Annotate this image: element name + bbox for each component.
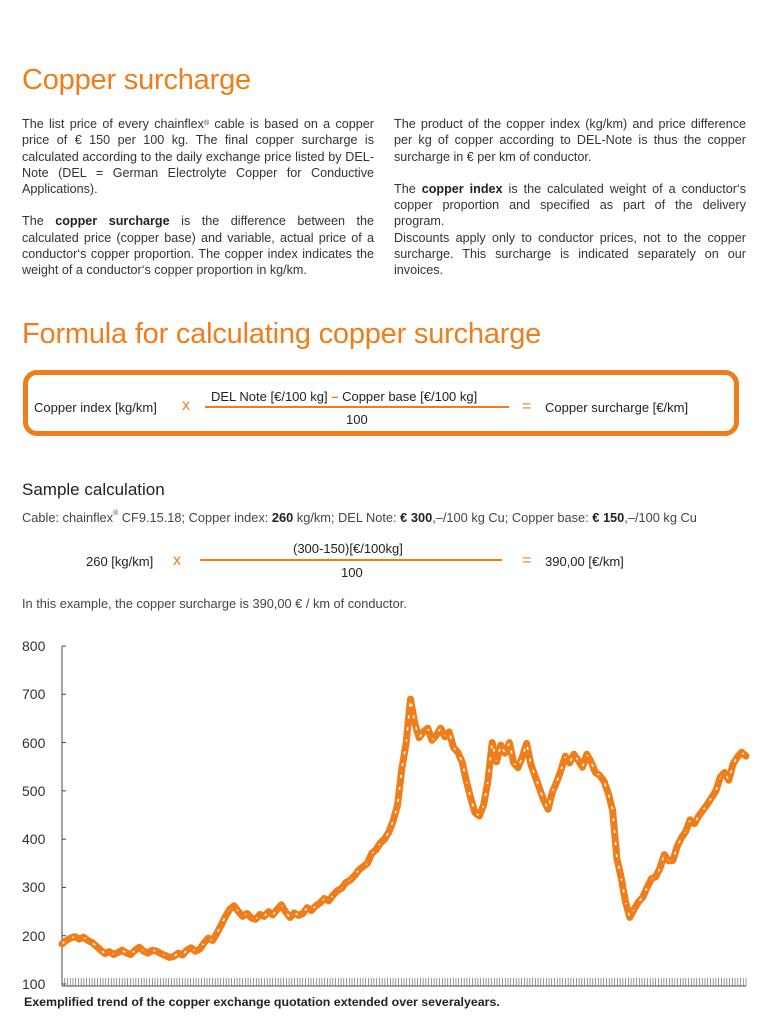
data-point: [108, 950, 110, 952]
data-point: [680, 837, 682, 839]
data-point: [698, 815, 700, 817]
data-point: [177, 952, 179, 954]
sample-denominator: 100: [341, 565, 363, 580]
data-point: [242, 915, 244, 917]
data-point: [220, 924, 222, 926]
data-point: [732, 763, 734, 765]
data-point: [706, 803, 708, 805]
y-tick-label: 500: [22, 782, 46, 799]
data-point: [181, 954, 183, 956]
sample-title: Sample calculation: [22, 480, 165, 499]
data-point: [349, 879, 351, 881]
data-point: [672, 859, 674, 861]
data-point: [745, 755, 747, 757]
data-point: [203, 942, 205, 944]
data-point: [259, 913, 261, 915]
sample-numerator: (300-150)[€/100kg]: [293, 541, 403, 556]
y-tick-label: 400: [22, 831, 46, 848]
data-point: [676, 845, 678, 847]
sample-times: x: [173, 552, 181, 569]
data-point: [642, 896, 644, 898]
data-point: [254, 918, 256, 920]
data-point: [474, 811, 476, 813]
data-point: [594, 771, 596, 773]
formula-times: x: [182, 397, 190, 414]
sample-equals: =: [522, 552, 532, 569]
data-point: [655, 876, 657, 878]
formula-title: Formula for calculating copper surcharge: [22, 318, 542, 350]
data-point: [482, 804, 484, 806]
data-point: [319, 902, 321, 904]
formula-numerator: DEL Note [€/100 kg] – Copper base [€/100 kg]: [211, 389, 478, 404]
data-point: [229, 908, 231, 910]
right-paragraph-3: Discounts apply only to conductor prices, not to the copper surcharge. This surcharge is indicated separately on our invoices.: [394, 230, 746, 278]
data-point: [577, 759, 579, 761]
data-point: [289, 916, 291, 918]
data-point: [237, 910, 239, 912]
data-point: [719, 776, 721, 778]
data-point: [353, 875, 355, 877]
data-point: [323, 897, 325, 899]
data-point: [525, 742, 527, 744]
data-point: [603, 780, 605, 782]
data-point: [297, 914, 299, 916]
data-point: [233, 905, 235, 907]
data-point: [306, 907, 308, 909]
data-point: [581, 766, 583, 768]
data-point: [736, 756, 738, 758]
data-point: [741, 751, 743, 753]
data-point: [302, 912, 304, 914]
data-point: [659, 867, 661, 869]
y-tick-label: 300: [22, 879, 46, 896]
data-point: [693, 823, 695, 825]
data-point: [224, 915, 226, 917]
data-point: [151, 949, 153, 951]
data-point: [143, 950, 145, 952]
data-point: [130, 953, 132, 955]
data-point: [392, 820, 394, 822]
data-point: [504, 752, 506, 754]
data-point: [362, 866, 364, 868]
data-point: [685, 830, 687, 832]
formula-rhs: Copper surcharge [€/km]: [545, 400, 689, 415]
data-point: [328, 900, 330, 902]
data-point: [91, 941, 93, 943]
sample-result-text: In this example, the copper surcharge is 390,00 € / km of conductor.: [22, 596, 407, 611]
data-point: [431, 739, 433, 741]
data-point: [125, 952, 127, 954]
data-point: [620, 877, 622, 879]
data-point: [138, 946, 140, 948]
data-point: [405, 741, 407, 743]
data-point: [272, 914, 274, 916]
data-point: [388, 831, 390, 833]
data-point: [95, 945, 97, 947]
data-point: [371, 852, 373, 854]
data-point: [315, 905, 317, 907]
data-point: [207, 937, 209, 939]
data-point: [702, 809, 704, 811]
data-point: [444, 736, 446, 738]
data-point: [379, 842, 381, 844]
copper-trend-chart: [0, 630, 768, 995]
data-point: [560, 769, 562, 771]
data-point: [121, 949, 123, 951]
data-point: [508, 741, 510, 743]
data-point: [478, 815, 480, 817]
data-point: [586, 753, 588, 755]
data-point: [190, 947, 192, 949]
y-tick-label: 600: [22, 734, 46, 751]
data-point: [448, 731, 450, 733]
data-point: [100, 949, 102, 951]
data-point: [160, 952, 162, 954]
data-point: [439, 727, 441, 729]
data-point: [543, 799, 545, 801]
sample-fraction-bar: [200, 559, 502, 561]
data-point: [611, 809, 613, 811]
data-point: [78, 938, 80, 940]
data-point: [147, 952, 149, 954]
data-point: [199, 948, 201, 950]
data-point: [211, 939, 213, 941]
data-point: [624, 901, 626, 903]
sample-rhs: 390,00 [€/km]: [545, 554, 624, 569]
data-point: [250, 917, 252, 919]
data-point: [117, 951, 119, 953]
data-point: [530, 763, 532, 765]
data-point: [285, 911, 287, 913]
data-point: [500, 744, 502, 746]
data-point: [629, 916, 631, 918]
data-point: [216, 932, 218, 934]
data-point: [521, 756, 523, 758]
data-point: [246, 912, 248, 914]
data-point: [155, 950, 157, 952]
data-point: [293, 912, 295, 914]
data-point: [517, 767, 519, 769]
formula-denominator: 100: [346, 412, 368, 427]
data-point: [637, 901, 639, 903]
right-column: [394, 116, 746, 295]
data-point: [723, 771, 725, 773]
sample-lhs: 260 [kg/km]: [86, 554, 154, 569]
data-point: [435, 734, 437, 736]
y-tick-label: 700: [22, 686, 46, 703]
data-point: [457, 751, 459, 753]
data-point: [340, 887, 342, 889]
data-point: [487, 780, 489, 782]
data-point: [715, 790, 717, 792]
data-point: [728, 779, 730, 781]
data-point: [616, 857, 618, 859]
right-paragraph-1: The product of the copper index (kg/km) and price difference per kg of copper according to DEL-Note is thus the copper surcharge in € per km of conductor.: [394, 117, 746, 164]
right-paragraph-2: The copper index is the calculated weight of a conductor‘s copper proportion and specified as part of the delivery program.: [394, 181, 746, 229]
data-point: [87, 939, 89, 941]
data-point: [61, 943, 63, 945]
data-point: [104, 952, 106, 954]
data-point: [534, 775, 536, 777]
data-point: [82, 936, 84, 938]
data-point: [564, 755, 566, 757]
data-point: [710, 796, 712, 798]
data-point: [422, 731, 424, 733]
data-point: [551, 791, 553, 793]
formula-fraction-bar: [205, 406, 509, 408]
data-point: [452, 746, 454, 748]
data-point: [461, 761, 463, 763]
data-point: [134, 949, 136, 951]
data-point: [465, 780, 467, 782]
data-point: [568, 762, 570, 764]
data-point: [599, 774, 601, 776]
data-point: [646, 886, 648, 888]
data-point: [667, 860, 669, 862]
data-point: [491, 741, 493, 743]
left-column: [22, 116, 374, 295]
data-point: [267, 910, 269, 912]
data-point: [173, 955, 175, 957]
data-point: [280, 904, 282, 906]
data-point: [74, 936, 76, 938]
y-tick-label: 800: [22, 638, 46, 654]
chart-caption: Exemplified trend of the copper exchange quotation extended over severalyears.: [24, 995, 500, 1009]
data-point: [310, 909, 312, 911]
data-point: [663, 853, 665, 855]
data-point: [186, 949, 188, 951]
data-point: [590, 761, 592, 763]
formula-equals: =: [522, 398, 532, 415]
data-point: [396, 804, 398, 806]
data-point: [556, 781, 558, 783]
data-point: [427, 727, 429, 729]
data-point: [633, 908, 635, 910]
data-point: [383, 838, 385, 840]
data-point: [470, 797, 472, 799]
data-point: [538, 787, 540, 789]
data-point: [418, 737, 420, 739]
data-point: [573, 753, 575, 755]
y-tick-label: 200: [22, 927, 46, 944]
data-point: [689, 819, 691, 821]
data-point: [495, 761, 497, 763]
data-point: [168, 956, 170, 958]
left-paragraph-2: The copper surcharge is the difference between the calculated price (copper base) and variable, actual price of a conductor‘s copper proportion. The copper index indicates the weight of a conductor‘s copper proportion in kg/km.: [22, 214, 374, 278]
data-point: [112, 953, 114, 955]
data-point: [513, 762, 515, 764]
data-point: [414, 722, 416, 724]
formula-lhs: Copper index [kg/km]: [34, 400, 157, 415]
data-point: [336, 890, 338, 892]
data-point: [69, 937, 71, 939]
y-tick-label: 100: [22, 976, 46, 992]
left-paragraph-1: The list price of every chainflex® cable is based on a copper price of € 150 per 100 kg. The final copper surcharge is calculated according to the daily exchange price listed by DEL-Note (DEL = German Electrolyte Copper for Conductive Applications).: [22, 117, 374, 197]
data-point: [65, 939, 67, 941]
data-point: [358, 869, 360, 871]
data-point: [332, 894, 334, 896]
data-point: [547, 808, 549, 810]
data-point: [263, 915, 265, 917]
data-point: [401, 768, 403, 770]
page-title: Copper surcharge: [22, 64, 251, 96]
data-point: [164, 954, 166, 956]
data-point: [650, 878, 652, 880]
data-point: [409, 698, 411, 700]
data-point: [194, 950, 196, 952]
data-point: [345, 881, 347, 883]
sample-cable-line: Cable: chainflex® CF9.15.18; Copper index: 260 kg/km; DEL Note: € 300,–/100 kg Cu; Copper base: € 150,–/100 kg Cu: [22, 510, 697, 525]
data-point: [375, 849, 377, 851]
series-line: [62, 699, 746, 957]
data-point: [366, 862, 368, 864]
data-point: [276, 908, 278, 910]
data-point: [607, 792, 609, 794]
